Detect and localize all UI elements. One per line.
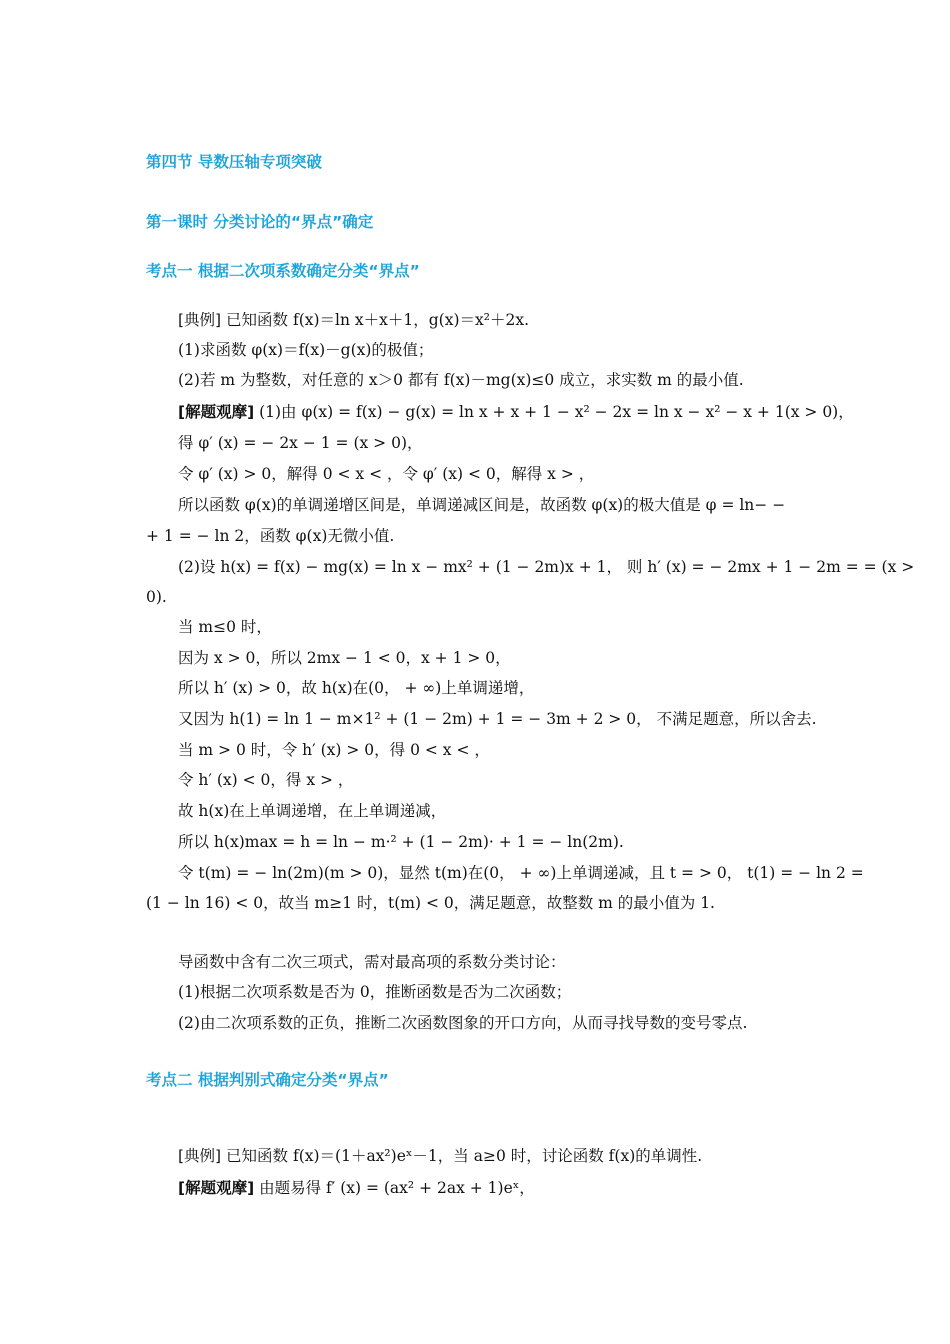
section-title: 第四节 导数压轴专项突破 bbox=[146, 153, 322, 171]
solution-one-line-1 bbox=[178, 401, 854, 423]
solution-one-line-17: (1 − ln 16) < 0，故当 m≥1 时，t(m) < 0，满足题意，故整数 m 的最小值为 1. bbox=[146, 894, 715, 912]
point-two-title: 考点二 根据判别式确定分类“界点” bbox=[146, 1071, 389, 1089]
summary-line-3: (2)由二次项系数的正负，推断二次函数图象的开口方向，从而寻找导数的变号零点. bbox=[178, 1014, 748, 1032]
solution-tag: [解题观摩] bbox=[178, 1179, 255, 1197]
example-one-statement bbox=[178, 309, 529, 331]
example-two-statement bbox=[178, 1145, 702, 1167]
example-text: 已知函数 f(x)＝(1＋ax²)eˣ－1，当 a≥0 时，讨论函数 f(x)的单调性. bbox=[221, 1147, 703, 1165]
solution-one-line-14: 故 h(x)在上单调递增，在上单调递减， bbox=[178, 802, 447, 820]
example-one-question-2: (2)若 m 为整数，对任意的 x＞0 都有 f(x)－mg(x)≤0 成立，求实数 m 的最小值. bbox=[178, 371, 744, 389]
example-one-question-1: (1)求函数 φ(x)＝f(x)－g(x)的极值； bbox=[178, 341, 434, 359]
solution-text: (1)由 φ(x) = f(x) − g(x) = ln x + x + 1 − x² − 2x = ln x − x² − x + 1(x > 0)， bbox=[254, 403, 854, 421]
solution-one-line-13: 令 h′ (x) < 0，得 x > ， bbox=[178, 771, 354, 789]
summary-line-2: (1)根据二次项系数是否为 0，推断函数是否为二次函数； bbox=[178, 983, 572, 1001]
solution-two-line-1 bbox=[178, 1177, 535, 1199]
solution-tag: [解题观摩] bbox=[178, 403, 255, 421]
solution-one-line-3: 令 φ′ (x) > 0，解得 0 < x < ，令 φ′ (x) < 0，解得 x > ， bbox=[178, 465, 595, 483]
solution-one-line-5: + 1 = − ln 2，函数 φ(x)无微小值. bbox=[146, 527, 395, 545]
solution-one-line-12: 当 m > 0 时，令 h′ (x) > 0，得 0 < x < ， bbox=[178, 741, 490, 759]
example-text: 已知函数 f(x)＝ln x＋x＋1，g(x)＝x²＋2x. bbox=[221, 311, 529, 329]
solution-one-line-2: 得 φ′ (x) = − 2x − 1 = (x > 0)， bbox=[178, 434, 423, 452]
solution-one-line-8: 当 m≤0 时， bbox=[178, 618, 272, 636]
solution-one-line-9: 因为 x > 0，所以 2mx − 1 < 0，x + 1 > 0， bbox=[178, 649, 511, 667]
solution-one-line-4: 所以函数 φ(x)的单调递增区间是，单调递减区间是，故函数 φ(x)的极大值是 φ = ln− − bbox=[178, 496, 786, 514]
lesson-title: 第一课时 分类讨论的“界点”确定 bbox=[146, 213, 374, 231]
solution-one-line-10: 所以 h′ (x) > 0，故 h(x)在(0， + ∞)上单调递增， bbox=[178, 679, 535, 697]
solution-text: 由题易得 f′ (x) = (ax² + 2ax + 1)eˣ， bbox=[254, 1179, 535, 1197]
solution-one-line-15: 所以 h(x)max = h = ln − m·² + (1 − 2m)· + 1 = − ln(2m). bbox=[178, 833, 624, 851]
solution-one-line-16: 令 t(m) = − ln(2m)(m > 0)，显然 t(m)在(0， + ∞)上单调递减，且 t = > 0， t(1) = − ln 2 = bbox=[178, 864, 864, 882]
point-one-title: 考点一 根据二次项系数确定分类“界点” bbox=[146, 262, 420, 280]
example-tag: [典例] bbox=[178, 1147, 222, 1165]
example-tag: [典例] bbox=[178, 311, 222, 329]
solution-one-line-6: (2)设 h(x) = f(x) − mg(x) = ln x − mx² + (1 − 2m)x + 1， 则 h′ (x) = − 2mx + 1 − 2m = = (x > bbox=[178, 558, 915, 576]
solution-one-line-11: 又因为 h(1) = ln 1 − m×1² + (1 − 2m) + 1 = − 3m + 2 > 0， 不满足题意，所以舍去. bbox=[178, 710, 817, 728]
summary-line-1: 导函数中含有二次三项式，需对最高项的系数分类讨论： bbox=[178, 953, 566, 971]
solution-one-line-7: 0). bbox=[146, 588, 167, 606]
